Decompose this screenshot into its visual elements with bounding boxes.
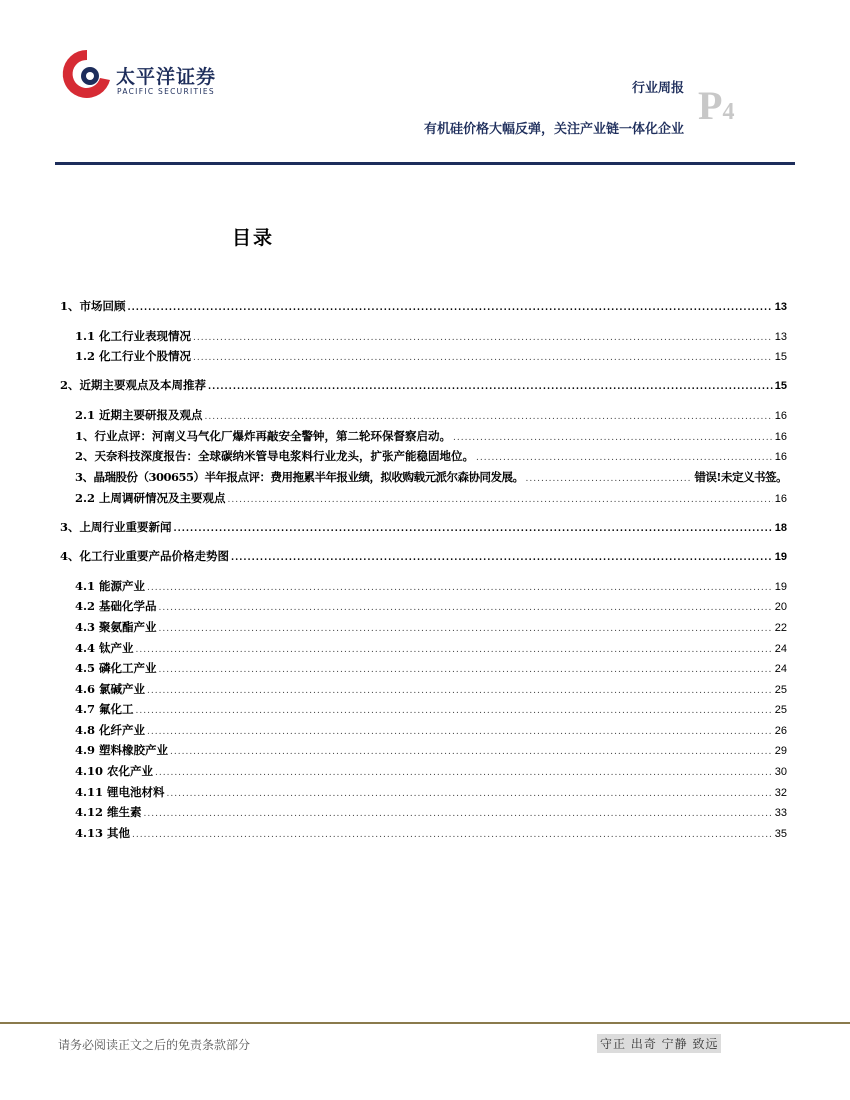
toc-entry[interactable] <box>75 640 787 658</box>
company-logo <box>60 46 230 102</box>
toc-leader <box>147 683 773 699</box>
toc-entry-page: 25 <box>774 684 787 696</box>
toc-entry[interactable] <box>60 519 787 537</box>
toc-entry-label: 2、天奈科技深度报告：全球碳纳米管导电浆料行业龙头，扩张产能稳固地位。 <box>75 449 474 463</box>
toc-entry[interactable] <box>75 328 787 346</box>
toc-leader <box>159 621 773 637</box>
toc-leader <box>526 471 693 487</box>
toc-entry-page: 20 <box>774 601 787 613</box>
toc-leader <box>476 450 773 466</box>
toc-entry-label: 4.12 维生素 <box>75 805 142 819</box>
toc-entry-label: 3、晶瑞股份（300655）半年报点评：费用拖累半年报业绩，拟收购载元派尔森协同发展。 <box>75 470 524 484</box>
toc-entry[interactable] <box>75 681 787 699</box>
footer-disclaimer: 请务必阅读正文之后的免责条款部分 <box>58 1038 251 1052</box>
toc-leader <box>136 703 773 719</box>
toc-entry[interactable] <box>75 407 787 425</box>
toc-entry-label: 4.11 锂电池材料 <box>75 785 165 799</box>
toc-entry[interactable] <box>75 448 787 466</box>
footer-divider <box>0 1022 850 1024</box>
toc-entry[interactable] <box>75 784 787 802</box>
logo-english-name: PACIFIC SECURITIES <box>117 87 215 96</box>
toc-entry-page: 33 <box>774 807 787 819</box>
toc-leader <box>132 827 773 843</box>
toc-entry-page: 16 <box>774 410 787 422</box>
toc-entry-label: 2.1 近期主要研报及观点 <box>75 408 203 422</box>
toc-entry-label: 1.2 化工行业个股情况 <box>75 349 192 363</box>
toc-leader <box>193 330 773 346</box>
toc-entry-page: 13 <box>774 331 787 343</box>
toc-entry-page: 30 <box>774 766 787 778</box>
toc-entry-label: 4.13 其他 <box>75 826 131 840</box>
toc-entry-label: 4.4 钛产业 <box>75 641 134 655</box>
toc-leader <box>231 550 773 566</box>
toc-entry[interactable] <box>75 348 787 366</box>
toc-leader <box>147 580 773 596</box>
toc-entry-page: 16 <box>774 431 787 443</box>
toc-entry-label: 4.9 塑料橡胶产业 <box>75 743 169 757</box>
toc-entry-label: 4.3 聚氨酯产业 <box>75 620 157 634</box>
toc-entry-page: 24 <box>774 643 787 655</box>
pacific-securities-logo-icon <box>60 46 114 102</box>
toc-entry-label: 4.7 氟化工 <box>75 702 134 716</box>
toc-entry[interactable] <box>75 619 787 637</box>
toc-entry-page: 32 <box>774 787 787 799</box>
header-divider <box>55 162 795 165</box>
toc-entry[interactable] <box>75 763 787 781</box>
toc-entry-page: 18 <box>774 522 787 534</box>
footer-motto: 守正 出奇 宁静 致远 <box>597 1034 721 1053</box>
toc-leader <box>159 662 773 678</box>
logo-chinese-name: 太平洋证券 <box>116 66 217 88</box>
toc-leader <box>193 350 773 366</box>
toc-entry[interactable] <box>75 825 787 843</box>
toc-entry-label: 1、行业点评：河南义马气化厂爆炸再敲安全警钟，第二轮环保督察启动。 <box>75 429 451 443</box>
toc-entry-page: 16 <box>774 493 787 505</box>
toc-entry-label: 4.10 农化产业 <box>75 764 154 778</box>
toc-leader <box>228 492 773 508</box>
toc-entry-page: 16 <box>774 451 787 463</box>
toc-leader <box>159 600 773 616</box>
toc-entry[interactable] <box>75 804 787 822</box>
toc-entry-label: 4.1 能源产业 <box>75 579 146 593</box>
toc-leader <box>205 409 773 425</box>
toc-entry-label: 4.2 基础化学品 <box>75 599 157 613</box>
toc-entry[interactable] <box>75 578 787 596</box>
toc-entry-page: 错误!未定义书签。 <box>694 470 787 484</box>
page-digit: 4 <box>722 99 735 125</box>
toc-leader <box>167 786 773 802</box>
toc-entry-page: 19 <box>774 551 787 563</box>
toc-heading: 目录 <box>232 227 275 249</box>
toc-entry-label: 2、近期主要观点及本周推荐 <box>60 378 207 392</box>
toc-entry-page: 19 <box>774 581 787 593</box>
toc-entry-label: 4.5 磷化工产业 <box>75 661 157 675</box>
toc-leader <box>147 724 773 740</box>
toc-entry[interactable] <box>75 490 787 508</box>
toc-leader <box>208 379 773 395</box>
toc-entry[interactable] <box>75 598 787 616</box>
toc-leader <box>453 430 773 446</box>
toc-entry[interactable] <box>60 548 787 566</box>
toc-leader <box>128 300 773 316</box>
toc-entry-page: 29 <box>774 745 787 757</box>
toc-entry-label: 4.6 氯碱产业 <box>75 682 146 696</box>
toc-entry-label: 1、市场回顾 <box>60 299 126 313</box>
report-type: 行业周报 <box>631 81 684 96</box>
toc-leader <box>136 642 773 658</box>
toc-entry[interactable] <box>60 298 787 316</box>
toc-leader <box>174 521 773 537</box>
toc-entry-page: 35 <box>774 828 787 840</box>
toc-entry-page: 25 <box>774 704 787 716</box>
toc-leader <box>170 744 773 760</box>
toc-entry-page: 24 <box>774 663 787 675</box>
toc-leader <box>155 765 773 781</box>
toc-leader <box>144 806 773 822</box>
toc-entry[interactable] <box>75 722 787 740</box>
toc-entry-page: 22 <box>774 622 787 634</box>
toc-entry-label: 1.1 化工行业表现情况 <box>75 329 192 343</box>
page-number <box>698 82 734 129</box>
toc-entry-label: 4.8 化纤产业 <box>75 723 146 737</box>
toc-entry-page: 13 <box>774 301 787 313</box>
report-title: 有机硅价格大幅反弹，关注产业链一体化企业 <box>423 122 684 137</box>
toc-entry-label: 2.2 上周调研情况及主要观点 <box>75 491 226 505</box>
toc-entry-label: 4、化工行业重要产品价格走势图 <box>60 549 229 563</box>
toc-entry[interactable] <box>75 701 787 719</box>
toc-entry[interactable] <box>60 377 787 395</box>
toc-entry[interactable] <box>75 660 787 678</box>
toc-entry-page: 26 <box>774 725 787 737</box>
toc-entry[interactable] <box>75 428 787 446</box>
toc-entry-page: 15 <box>774 351 787 363</box>
toc-entry[interactable] <box>75 742 787 760</box>
toc-entry-label: 3、上周行业重要新闻 <box>60 520 172 534</box>
toc-entry[interactable] <box>75 469 787 487</box>
toc-entry-page: 15 <box>774 380 787 392</box>
page-letter: P <box>698 83 723 128</box>
